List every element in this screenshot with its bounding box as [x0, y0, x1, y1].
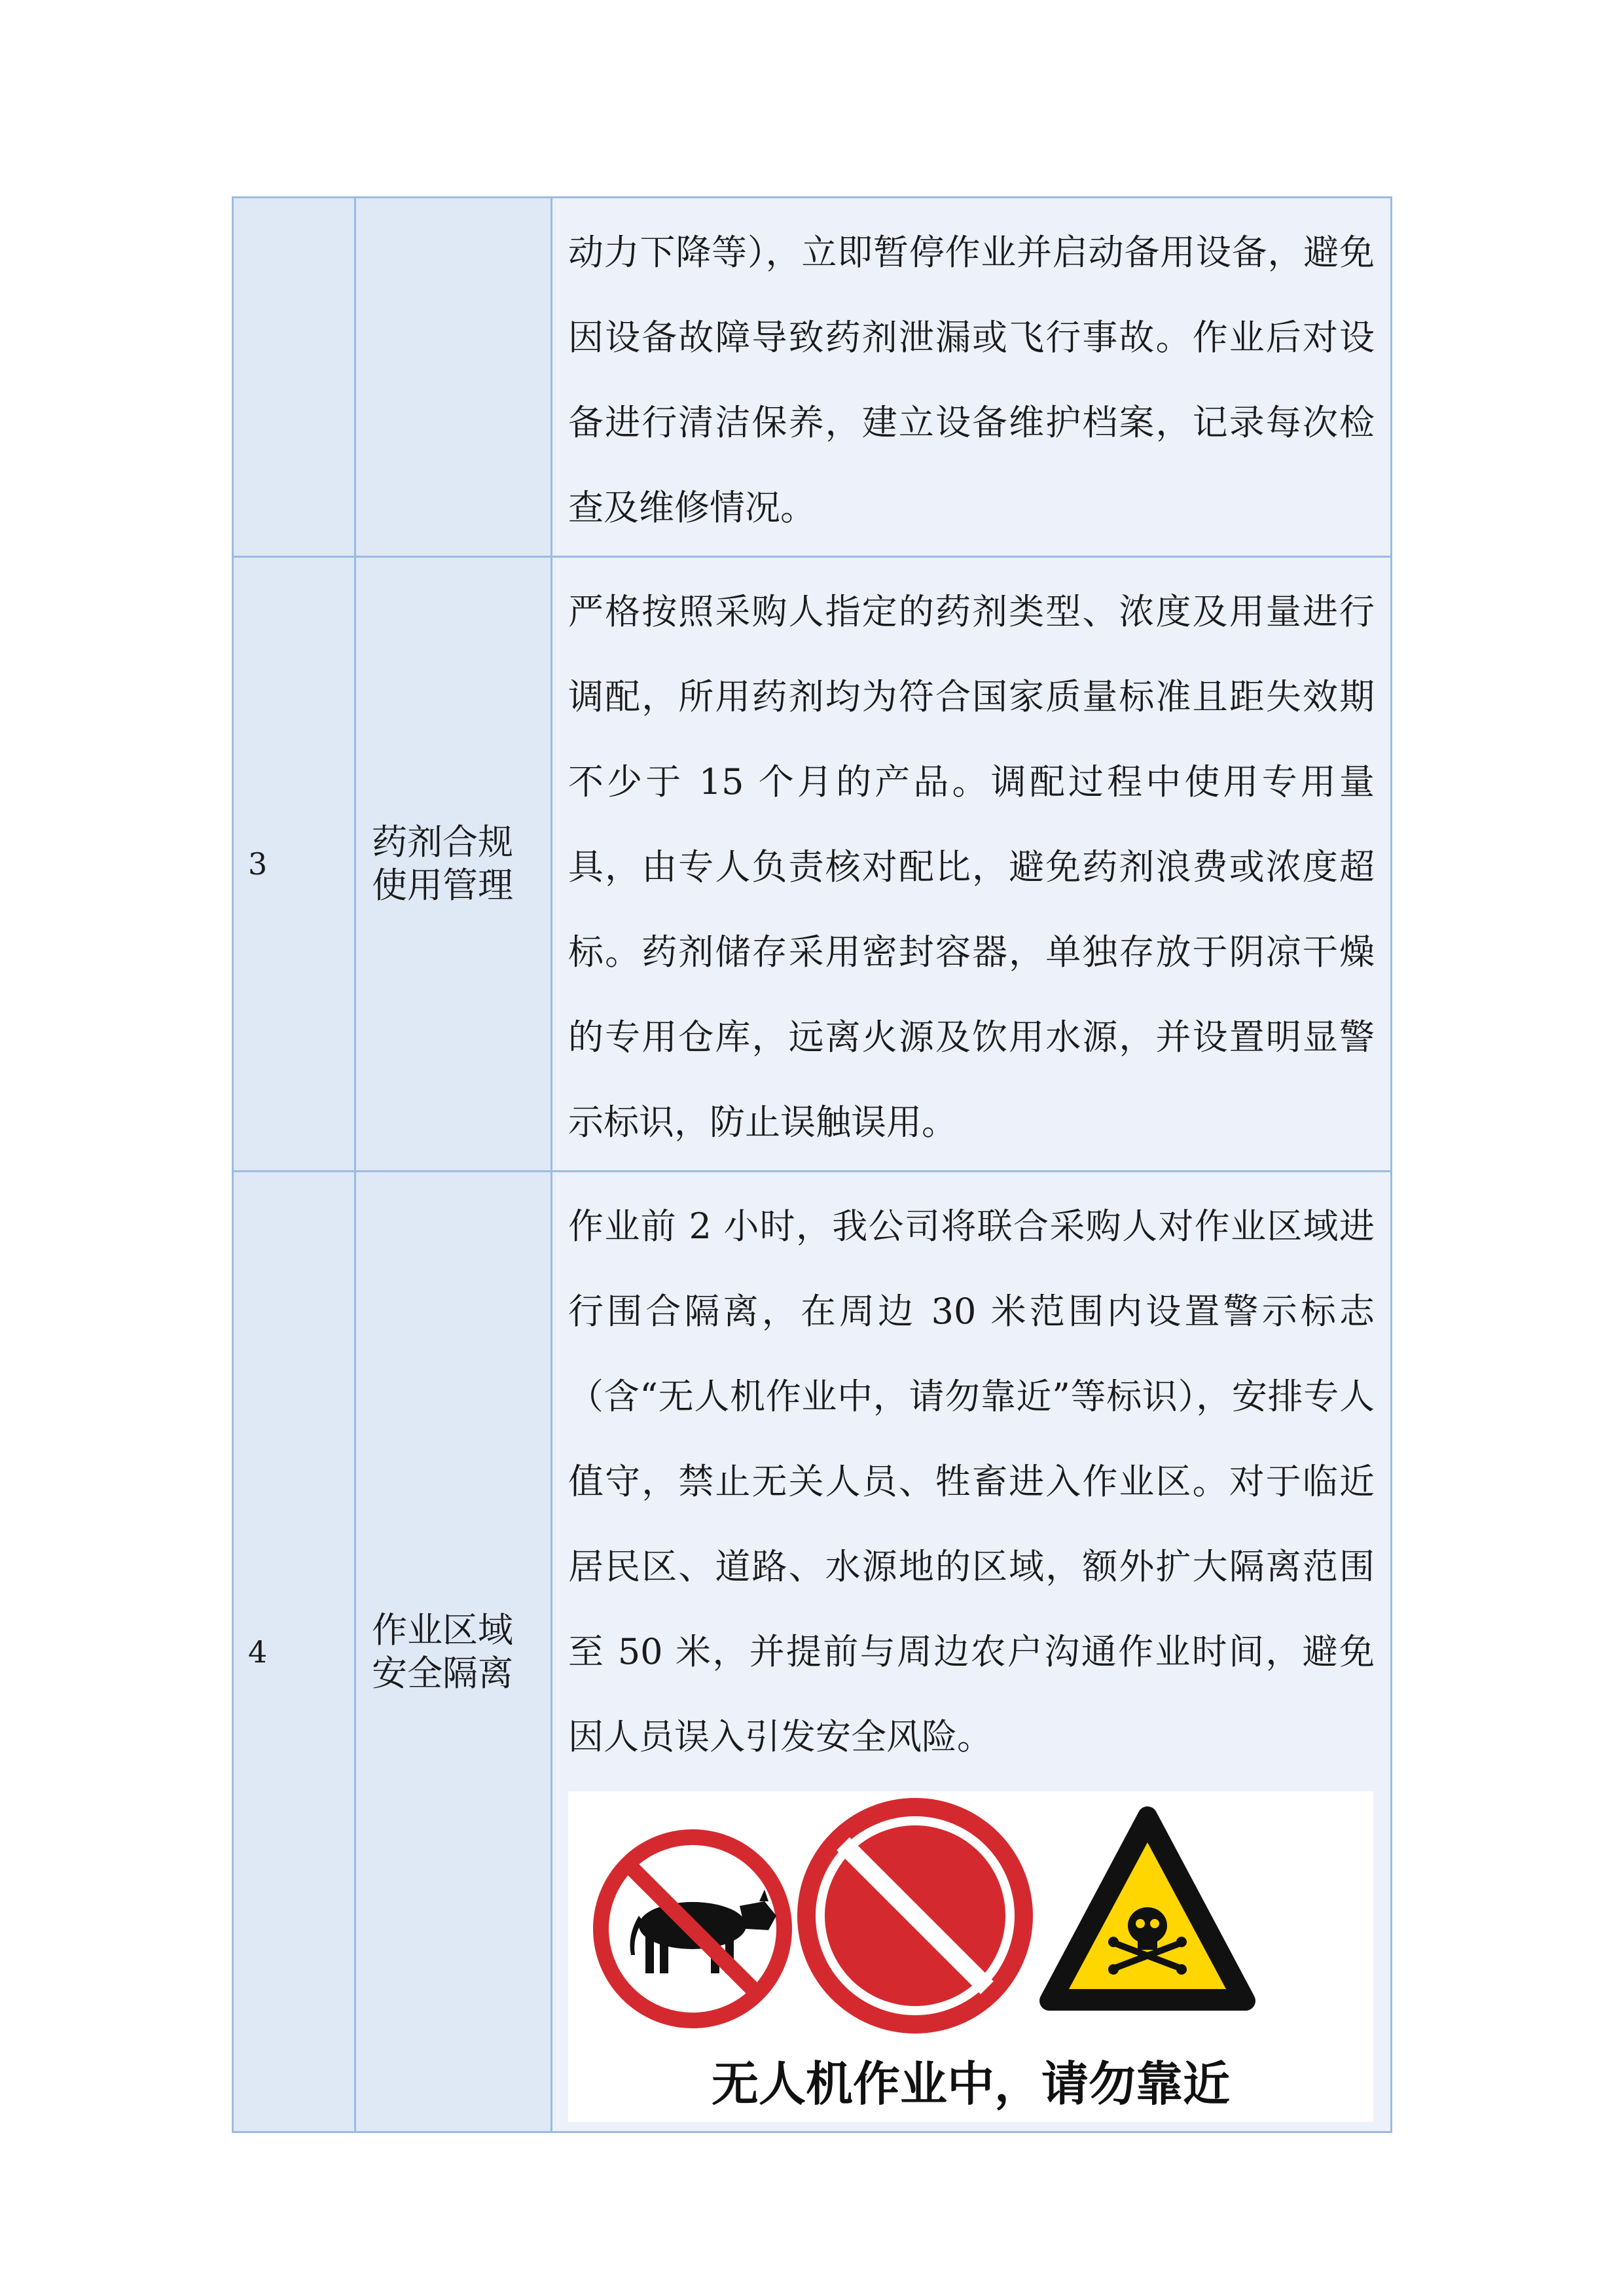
row-title-cell — [355, 198, 552, 557]
warning-sign-image — [568, 1791, 1373, 2122]
no-livestock-icon — [601, 1837, 784, 2020]
row-description-cell — [552, 1172, 1392, 2132]
row-number-cell: 3 — [233, 557, 355, 1172]
sign-caption: 无人机作业中，请勿靠近 — [711, 2056, 1231, 2111]
row-description: 作业前 2 小时，我公司将联合采购人对作业区域进行围合隔离，在周边 30 米范围内设置警示标志（含“无人机作业中，请勿靠近”等标识），安排专人值守，禁止无关人员、牲畜进入作业区。对于临近居民区、道路、水源地的区域，额外扩大隔离范围至 50 米，并提前与周边农户沟通作业时间，避免因人员误入引发安全风险。 — [568, 1206, 1375, 1757]
table-row — [233, 557, 1392, 1172]
row-title-line: 作业区域 — [372, 1609, 513, 1651]
content-table — [232, 196, 1392, 2133]
row-title-line: 安全隔离 — [372, 1652, 513, 1694]
no-entry-icon — [797, 1798, 1033, 2034]
table-row — [233, 1172, 1392, 2132]
table-row — [233, 198, 1392, 557]
row-description: 严格按照采购人指定的药剂类型、浓度及用量进行调配，所用药剂均为符合国家质量标准且距失效期不少于 15 个月的产品。调配过程中使用专用量具，由专人负责核对配比，避免药剂浪费或浓度超标。药剂储存采用密封容器，单独存放于阴凉干燥的专用仓库，远离火源及饮用水源，并设置明显警示标识，防止误触误用。 — [552, 557, 1392, 1172]
poison-warning-icon — [1049, 1816, 1246, 2001]
row-number-cell: 4 — [233, 1172, 355, 2132]
row-title-line: 使用管理 — [372, 865, 513, 906]
row-title-cell — [355, 1172, 552, 2132]
row-title-line: 药剂合规 — [372, 821, 513, 863]
row-description: 动力下降等），立即暂停作业并启动备用设备，避免因设备故障导致药剂泄漏或飞行事故。作业后对设备进行清洁保养，建立设备维护档案，记录每次检查及维修情况。 — [552, 198, 1392, 557]
row-title-cell — [355, 557, 552, 1172]
row-number-cell — [233, 198, 355, 557]
